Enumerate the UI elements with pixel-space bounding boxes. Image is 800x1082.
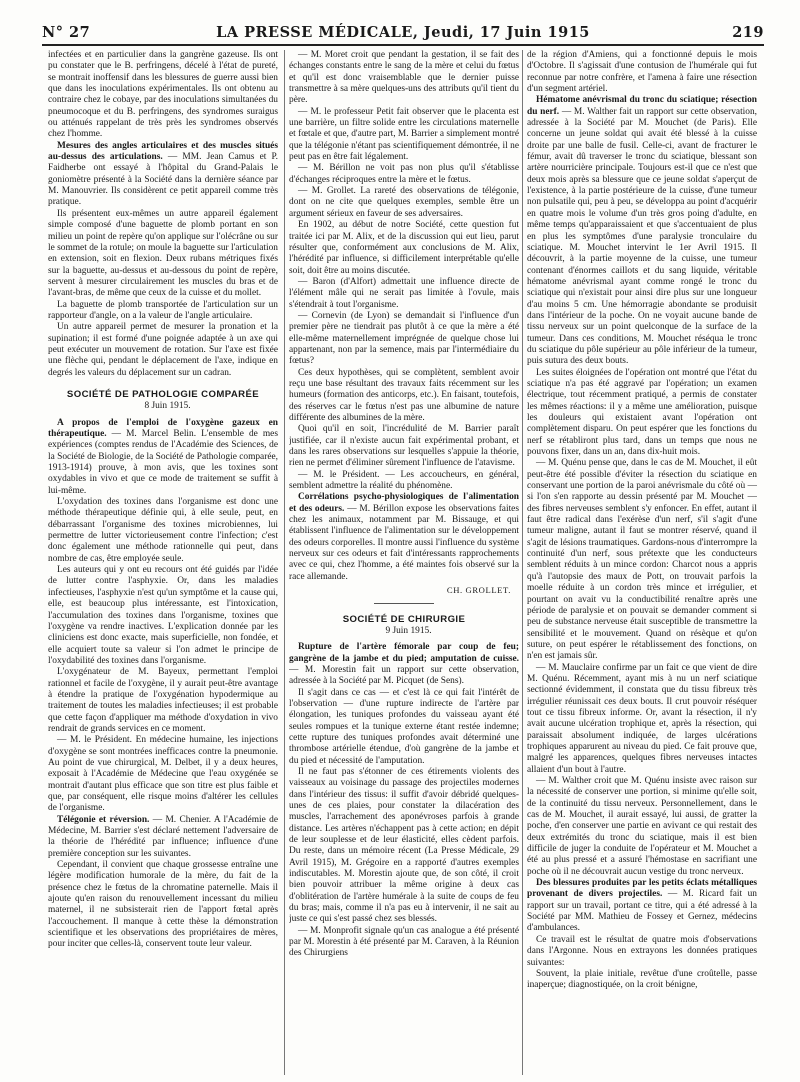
paragraph-text: — M. Marcel Belin. L'ensemble de mes expériences (comptes rendus de l'Académie des Sciences, de la Société de Biologie, de la Société de Pathologie comparée, 1913-1914) prouve, à mon avis, que les toxines sont oxydables in vivo et que ce mode de traitement se suffit à lui-même. bbox=[48, 429, 278, 496]
text-column-1 bbox=[48, 50, 278, 1078]
session-date: 8 Juin 1915. bbox=[144, 401, 191, 412]
paragraph-text: — M. Quénu pense que, dans le cas de M. Mouchet, il eût peut-être été possible d'éviter la résection du sciatique en conservant une portion de la paroi anévrismale du côté où — si l'on s'en rapporte au dessin présenté par M. Mouchet — des fibres nerveuses semblent s'y enfoncer. En effet, autant il faut être radical dans l'exérèse d'un nerf, s'il s'agit d'une tumeur maligne, autant il faut se montrer réservé, quand il s'agit de lésions traumatiques. Gardons-nous d'interrompre la continuité d'un nerf, sous prétexte que les conducteurs semblent réduits à un mince cordon: Charcot nous a appris qu'à l'autopsie des maux de Pott, on trouvait parfois la moelle réduite à un cordon très mince et irrégulier, et pourtant on avait vu la conductibilité renaître après une période de paralysie et on pouvait se demander comment si peu de substance nerveuse était susceptible de transmettre la sensibilité et le mouvement. Quand on résèque et qu'on suture, on peut espérer le rétablissement des fonctions, on n'en est jamais sûr. bbox=[527, 458, 757, 662]
paragraph bbox=[289, 311, 519, 368]
paragraph bbox=[527, 935, 757, 969]
paragraph bbox=[289, 107, 519, 164]
paragraph-lead: Des blessures produites par les petits éclats métalliques provenant de divers projectiles. bbox=[527, 878, 757, 900]
paragraph bbox=[289, 688, 519, 767]
publication-title: LA PRESSE MÉDICALE, Jeudi, 17 Juin 1915 bbox=[216, 24, 590, 41]
paragraph-text: — Baron (d'Alfort) admettait une influence directe de l'élément mâle qui ne serait pas limitée à l'ovule, mais s'étendrait à tout l'organisme. bbox=[289, 276, 519, 310]
paragraph-text: Cependant, il convient que chaque grossesse entraîne une légère modification humorale de la mère, du fait de la présence chez le fœtus de la chromatine paternelle. Mais il ajoute qu'en raison du renouvellement incessant du milieu maternel, il ne subsisterait rien de l'apport fœtal après l'accouchement. Il manque à cette thèse la démonstration scientifique et les observations des propriétaires de mères, pour inciter que celles-là, conservent toute leur valeur. bbox=[48, 860, 278, 950]
author-signature: CH. GROLLET. bbox=[446, 585, 511, 596]
paragraph bbox=[48, 860, 278, 951]
paragraph-text: — M. Bérillon ne voit pas non plus qu'il s'établisse d'échanges réciproques entre la mère et le fœtus. bbox=[289, 163, 519, 185]
paragraph-lead: Télégonie et réversion. bbox=[57, 814, 150, 825]
paragraph bbox=[289, 186, 519, 220]
text-column-2 bbox=[289, 50, 519, 1078]
paragraph-text: — M. Morestin fait un rapport sur cette observation, adressée à la Société par M. Picquet (de Sens). bbox=[289, 664, 519, 687]
paragraph-lead: A propos de l'emploi de l'oxygène gazeux en thérapeutique. bbox=[48, 417, 278, 439]
paragraph-text: infectées et en particulier dans la gangrène gazeuse. Ils ont pu constater que le B. perfringens, décelé à l'état de pureté, se montrait inoffensif dans les blessures de guerre aussi bien que dans les inoculations expérimentales. Ils ont obtenu au contraire chez le cobaye, par des inoculations simultanées du pneumocoque et du B. perfringens, des syndromes suraigus ou atténués rappelant de très près les syndromes observés chez l'homme. bbox=[48, 50, 278, 140]
paragraph bbox=[289, 642, 519, 687]
paragraph bbox=[527, 878, 757, 935]
paragraph bbox=[48, 815, 278, 860]
section-separator bbox=[374, 603, 434, 604]
paragraph bbox=[48, 667, 278, 735]
paragraph-text: — Cornevin (de Lyon) se demandait si l'influence d'un premier père ne tiendrait pas plutôt à ce que la mère a été elle-même maternellement imprégnée de quelque chose lui appartenant, non par la semence, mais par l'intermédiaire du fœtus? bbox=[289, 310, 519, 367]
paragraph bbox=[289, 368, 519, 425]
paragraph bbox=[289, 767, 519, 926]
paragraph-text: En 1902, au début de notre Société, cette question fut traitée ici par M. Alix, et de la discussion qui eut lieu, parut résulter que, conformément aux conclusions de M. Alix, l'hérédité par influence, si difficilement interprétable qu'elle soit, doit être au moins discutée. bbox=[289, 220, 519, 276]
section-heading: SOCIÉTÉ DE PATHOLOGIE COMPARÉE bbox=[66, 388, 260, 400]
paragraph-text: L'oxygénateur de M. Bayeux, permettant l'emploi rationnel et facile de l'oxygène, il y aurait peut-être avantage à étendre la pratique de l'oxygénation hypodermique au traitement de toutes les maladies infectieuses; il est probable que cette façon d'appliquer ma méthode d'oxydation in vivo rendrait de grands services en ce moment. bbox=[48, 667, 278, 734]
page-header bbox=[42, 22, 764, 44]
paragraph-text: — M. Walther croit que M. Quénu insiste avec raison sur la nécessité de conserver une portion, si minime qu'elle soit, de la continuité du tissu nerveux. Personnellement, dans le cas de M. Mouchet, il aurait essayé, lui aussi, de gratter la poche, d'en conserver une partie en avivant ce qui restait des deux extrémités du tronc du sciatique, mais il est bien difficile de juger la conduite de l'opérateur et M. Mouchet a été au plus pressé et a assuré l'hémostase en sacrifiant une poche où il ne découvrait aucun vestige du tronc nerveux. bbox=[527, 776, 757, 877]
paragraph bbox=[48, 209, 278, 300]
paragraph bbox=[527, 50, 757, 95]
paragraph-text: — M. le professeur Petit fait observer que le placenta est une barrière, un filtre solide entre les circulations maternelle et fœtale et que, d'autre part, M. Barrier a simplement montré que la télégonie n'étant pas scientifiquement démontrée, il ne peut pas en être fait légalement. bbox=[289, 106, 519, 163]
paragraph-text: — M. Chenier. A l'Académie de Médecine, M. Barrier s'est déclaré nettement l'adversaire de la théorie de l'hérédité par influence; influence d'une première conception sur les suivantes. bbox=[48, 814, 278, 859]
paragraph bbox=[527, 663, 757, 776]
paragraph-text: Ce travail est le résultat de quatre mois d'observations dans l'Argonne. Nous en extrayons les données pratiques suivantes: bbox=[527, 934, 757, 968]
paragraph bbox=[289, 50, 519, 107]
paragraph bbox=[527, 458, 757, 662]
paragraph-text: — M. Walther fait un rapport sur cette observation, adressée à la Société par M. Mouchet (de Paris). Elle concerne un jeune soldat qui avait été blessé à la cuisse droite par une balle de fusil. Celle-ci, avant de fracturer le fémur, avait dû traverser le tronc du sciatique, blessant son artère nourricière principale. Toujours est-il que ce n'est que deux mois après sa blessure que ce jeune soldat s'aperçut de l'existence, à la partie postérieure de la cuisse, d'une tumeur non pulsatile qui, peu à peu, se développa au point d'acquérir en quatre mois le volume d'un très gros poing d'adulte, en même temps qu'apparaissaient et que s'accentuaient de plus en plus les symptômes d'une paralysie tronculaire du sciatique. M. Mouchet intervint le 1er Avril 1915. Il découvrit, à la partie moyenne de la cuisse, une tumeur contenant d'énormes caillots et du sang liquide, véritable hématome anévrismal ayant comme rongé le tronc du sciatique qui n'existait pour ainsi dire plus sur une longueur d'au moins 5 cm. Une hémorragie abondante se produisit dans l'intérieur de la poche. On ne voyait aucune bande de tissu nerveux sur un point quelconque de la surface de la tumeur. Dans ces conditions, M. Mouchet réséqua le tronc du sciatique du pôle supérieur au pôle inférieur de la tumeur, puis sutura des deux bouts. bbox=[527, 106, 757, 367]
paragraph bbox=[289, 926, 519, 960]
paragraph-text: Ils présentent eux-mêmes un autre appareil également simple composé d'une baguette de plomb portant en son milieu un point de repère qu'on applique sur l'olécrâne ou sur le sommet de la rotule; on moule la baguette sur l'articulation en extension, soit en flexion. Deux rubans métriques fixés sur la baguette, au-dessus et au-dessous du point de repère, servent à mesurer circulairement les muscles du bras et de l'avant-bras, de même que ceux de la cuisse et du mollet. bbox=[48, 208, 278, 299]
paragraph bbox=[527, 368, 757, 459]
paragraph-text: Ces deux hypothèses, qui se complètent, semblent avoir reçu une base résultant des travaux faits récemment sur les humeurs (formation des anticorps, etc.). En faisant, toutefois, des réserves car le fœtus n'est pas une albumine de nature différente des albumines de la mère. bbox=[289, 367, 519, 423]
paragraph-lead: Hématome anévrismal du tronc du sciatique; résection du nerf. bbox=[527, 95, 757, 117]
header-rule bbox=[42, 44, 764, 46]
paragraph-text: — M. Grollet. La rareté des observations de télégonie, dont on ne cite que quelques exemples, semble être un argument sérieux en faveur de ses adversaires. bbox=[289, 186, 519, 219]
paragraph-text: — M. Ricard fait un rapport sur un travail, portant ce titre, qui a été adressé à la Société par MM. Mathieu de Fossey et Gernez, médecins d'ambulances. bbox=[527, 889, 757, 934]
column-divider bbox=[522, 50, 523, 1075]
paragraph-text: de la région d'Amiens, qui a fonctionné depuis le mois d'Octobre. Il s'agissait d'une contusion de l'humérale qui fut reconnue par notre confrère, et l'amena à faire une résection d'un segment artériel. bbox=[527, 50, 757, 95]
paragraph bbox=[48, 735, 278, 814]
paragraph bbox=[48, 565, 278, 667]
paragraph-text: Les suites éloignées de l'opération ont montré que l'état du sciatique n'a pas été aggravé par l'opération; un examen électrique, tout récemment pratiqué, a permis de constater les mêmes réactions: il y a même une amélioration, puisque les douleurs qui existaient avant l'opération ont complètement disparu. On peut espérer que les fonctions du nerf se rétabliront plus tard, dans un temps que nous ne pouvons fixer, dans un an, dans dix-huit mois. bbox=[527, 367, 757, 458]
paragraph-text: Il s'agit dans ce cas — et c'est là ce qui fait l'intérêt de l'observation — d'une rupture indirecte de l'artère par élongation, les tuniques profondes du vaisseau ayant été seules rompues et la tunique externe étant restée indemne; cette rupture des tuniques profondes avait déterminé une thrombose artérielle étendue, d'où gangrène de la jambe et du pied et nécessité de l'amputation. bbox=[289, 687, 519, 766]
paragraph bbox=[48, 50, 278, 141]
paragraph-text: Souvent, la plaie initiale, revêtue d'une croûtelle, passe inaperçue; diagnostiquée, on la croit bénigne, bbox=[527, 968, 757, 991]
paragraph-text: Les auteurs qui y ont eu recours ont été guidés par l'idée de lutter contre l'asphyxie. Or, dans les maladies infectieuses, l'asphyxie n'est qu'un symptôme et la cause qui, elle, est beaucoup plus intéressante, est l'intoxication, l'accumulation des toxines dans l'organisme, toxines que l'oxygène va rendre inactives. L'explication donnée par les cliniciens est donc exacte, mais superficielle, non fondée, et elle acquiert toute sa valeur si l'on admet le principe de l'oxydabilité des toxines dans l'organisme. bbox=[48, 565, 278, 666]
text-column-3 bbox=[527, 50, 757, 1078]
paragraph-lead: Mesures des angles articulaires et des muscles situés au-dessus des articulations. bbox=[48, 140, 278, 163]
paragraph bbox=[289, 277, 519, 311]
paragraph-text: — M. le Président. — Les accoucheurs, en général, semblent admettre la réalité du phénomène. bbox=[289, 469, 519, 492]
paragraph-text: — M. Mauclaire confirme par un fait ce que vient de dire M. Quénu. Récemment, ayant mis à nu un nerf sciatique sectionné évidemment, il constata que du tissu fibreux très irrégulier réunissait ces deux bouts. Il crut pouvoir réséquer tout ce tissu fibreux informe. Or, avant la résection, il n'y avait aucune ulcération trophique et, après la résection, qui paraissait absolument indiquée, de larges ulcérations trophiques apparurent au niveau du pied. Ce fait prouve que, malgré les apparences, quelques fibres nerveuses intactes allaient d'un bout à l'autre. bbox=[527, 662, 757, 775]
column-divider bbox=[284, 50, 285, 1075]
paragraph-text: Il ne faut pas s'étonner de ces étirements violents des vaisseaux au voisinage du passage des projectiles modernes dans l'intérieur des tissus: il suffit d'avoir débridé quelques-unes de ces plaies, pour constater la dilacération des muscles, l'arrachement des aponévroses parfois à grande distance. Les artères n'échappent pas à cette action; en dépit de leur souplesse et de leur élasticité, elles cèdent parfois. Du reste, dans un mémoire récent (La Presse Médicale, 29 Avril 1915), M. Grégoire en a rapporté d'autres exemples indiscutables. M. Morestin ajoute que, de son côté, il croit bien pouvoir attribuer la même origine à deux cas d'oblitération de l'artère humérale à la suite de coups de feu du bras; mais, comme il n'a pas eu à intervenir, il ne sait au juste ce qui s'est passé chez ses blessés. bbox=[289, 766, 519, 925]
paragraph-text: — M. Monprofit signale qu'un cas analogue a été présenté par M. Morestin à été présenté par M. Caraven, à la Réunion des Chirurgiens bbox=[289, 925, 519, 959]
paragraph bbox=[527, 969, 757, 992]
section-heading: SOCIÉTÉ DE CHIRURGIE bbox=[342, 613, 466, 625]
paragraph bbox=[289, 220, 519, 277]
paragraph-text: — M. le Président. En médecine humaine, les injections d'oxygène se sont montrées inefficaces contre la pneumonie. Au point de vue chirurgical, M. Delbet, il y a deux heures, exposait à l'Académie de Médecine que l'eau oxygénée se montrait d'autant plus efficace que son titre est plus faible et que, par conséquent, elle risque moins d'altérer les cellules de l'organisme. bbox=[48, 735, 278, 814]
paragraph bbox=[48, 300, 278, 323]
paragraph-lead: Corrélations psycho-physiologiques de l'alimentation et des odeurs. bbox=[289, 492, 519, 514]
paragraph bbox=[289, 424, 519, 469]
paragraph bbox=[527, 95, 757, 367]
paragraph bbox=[289, 470, 519, 493]
session-date: 9 Juin 1915. bbox=[385, 625, 432, 636]
paragraph-text: — MM. Jean Camus et P. Faidherbe ont essayé à l'hôpital du Grand-Palais le goniomètre présenté à la Société dans la dernière séance par M. Manouvrier. Ils considèrent ce petit appareil comme très pratique. bbox=[48, 152, 278, 208]
paragraph-text: Quoi qu'il en soit, l'incrédulité de M. Barrier paraît justifiée, car il n'existe aucun fait expérimental probant, et dans les rares observations sur lesquelles s'appuie la théorie, rien ne permet d'éliminer sûrement l'influence de l'atavisme. bbox=[289, 424, 519, 469]
paragraph bbox=[289, 163, 519, 186]
issue-number: N° 27 bbox=[42, 24, 91, 41]
paragraph bbox=[48, 418, 278, 497]
paragraph bbox=[48, 497, 278, 565]
paragraph bbox=[48, 141, 278, 209]
page-number: 219 bbox=[732, 24, 764, 41]
paragraph-text: — M. Bérillon expose les observations faites chez les animaux, notamment par M. Bissauge, et qui établissent l'influence de l'alimentation sur le développement des odeurs corporelles. Il montre aussi l'influence du système nerveux sur ces odeurs et fait d'intéressants rapprochements avec ce qui, chez l'homme, a été maintes fois observé sur la race allemande. bbox=[289, 503, 519, 582]
paragraph-lead: Rupture de l'artère fémorale par coup de feu; gangrène de la jambe et du pied; amputation de cuisse. bbox=[289, 642, 519, 664]
paragraph bbox=[289, 492, 519, 583]
paragraph-text: L'oxydation des toxines dans l'organisme est donc une méthode thérapeutique définie qui, à elle seule, peut, en débarrassant l'organisme des toxines microbiennes, lui permettre de lutter victorieusement contre l'infection; c'est donc également une méthode rationnelle qui peut, dans nombre de cas, être employée seule. bbox=[48, 497, 278, 564]
paragraph bbox=[527, 776, 757, 878]
paragraph bbox=[48, 322, 278, 379]
paragraph-text: — M. Moret croit que pendant la gestation, il se fait des échanges constants entre le sang de la mère et celui du fœtus et qu'il est donc vraisemblable que le dernier puisse transmettre à sa mère quelques-uns des attributs qu'il tient du père. bbox=[289, 50, 519, 106]
paragraph-text: Un autre appareil permet de mesurer la pronation et la supination; il est formé d'une poignée adaptée à un axe qui peut exécuter un mouvement de rotation. Sur l'axe est fixée une flèche qui, pendant le déplacement de l'axe, indique en degrés les valeurs du déplacement sur un cadran. bbox=[48, 322, 278, 378]
paragraph-text: La baguette de plomb transportée de l'articulation sur un rapporteur d'angle, on a la valeur de l'angle articulaire. bbox=[48, 299, 278, 321]
